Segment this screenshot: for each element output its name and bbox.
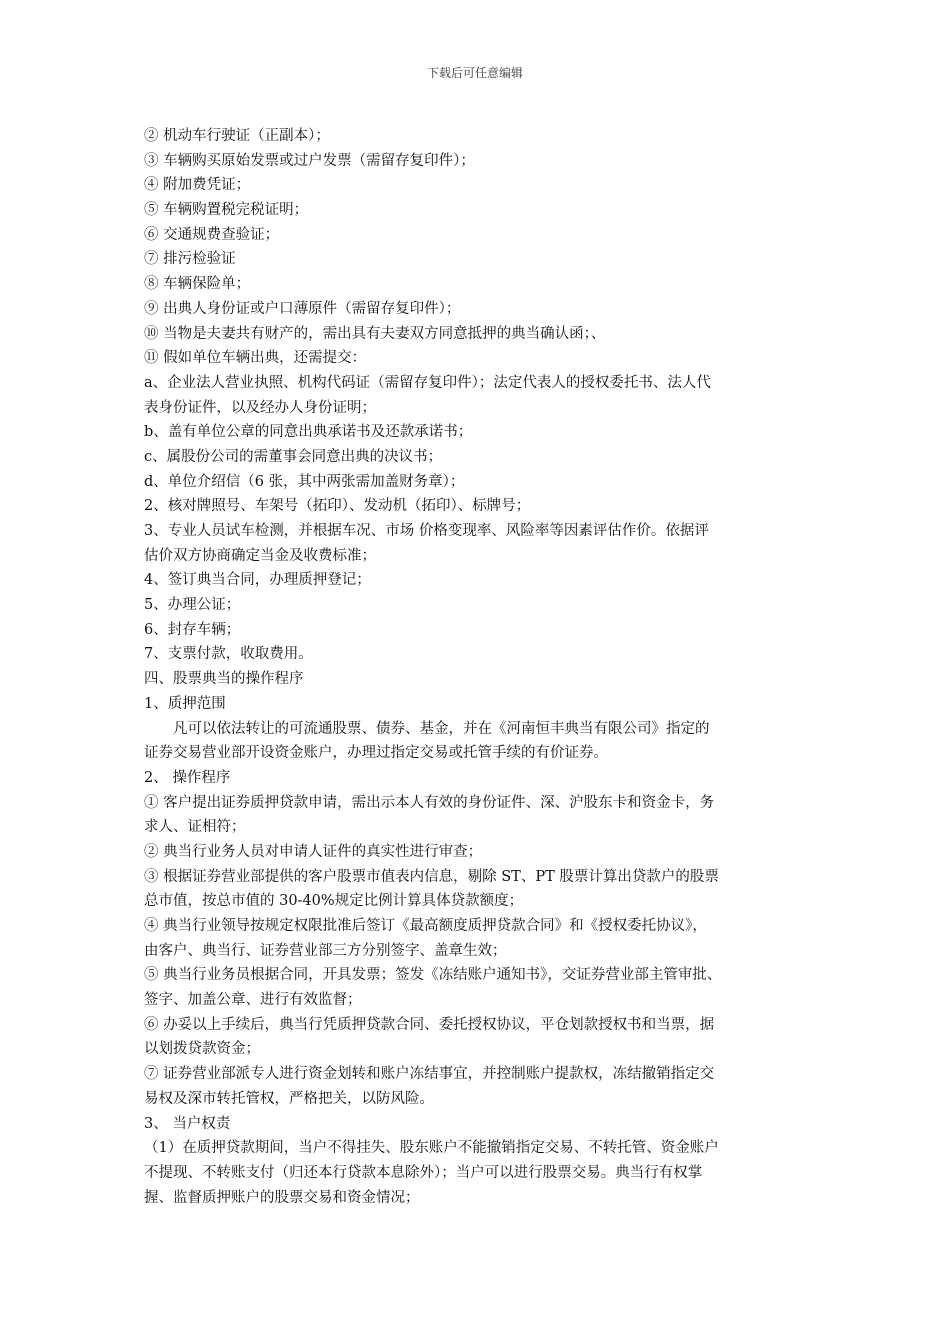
text-line: 签字、加盖公章、进行有效监督； [144,992,362,1009]
text-line: 总市值，按总市值的 30-40%规定比例计算具体贷款额度； [144,893,524,910]
text-line: 4、签订典当合同，办理质押登记； [144,572,371,589]
text-line: 7、支票付款，收取费用。 [144,646,313,663]
text-line: ⑧ 车辆保险单； [144,276,251,293]
text-line: ④ 典当行业领导按规定权限批准后签订《最高额度质押贷款合同》和《授权委托协议》， [144,918,707,934]
document-body [144,124,812,1210]
text-line: ⑨ 出典人身份证或户口薄原件（需留存复印件）； [144,300,461,317]
page-header: 下载后可任意编辑 [426,66,523,80]
section-heading: 四、股票典当的操作程序 [144,671,304,688]
text-line: ④ 附加费凭证； [144,177,251,194]
text-line: 以划拨贷款资金； [144,1041,260,1058]
text-line: ⑦ 排污检验证 [144,251,236,268]
text-line: 6、封存车辆； [144,621,241,638]
text-line: 3、专业人员试车检测，并根据车况、市场 价格变现率、风险率等因素评估作价。依据评 [144,523,709,539]
subsection-heading: 2、 操作程序 [144,769,231,786]
text-line: ⑦ 证券营业部派专人进行资金划转和账户冻结事宜，并控制账户提款权，冻结撤销指定交 [144,1066,715,1083]
text-line: 凡可以依法转让的可流通股票、债券、基金，并在《河南恒丰典当有限公司》指定的 [173,720,710,737]
text-line: ② 机动车行驶证（正副本）； [144,128,330,144]
text-line: ③ 车辆购买原始发票或过户发票（需留存复印件）； [144,152,475,169]
text-line: （1）在质押贷款期间，当户不得挂失、股东账户不能撤销指定交易、不转托管、资金账户 [144,1140,719,1157]
text-line: 估价双方协商确定当金及收费标准； [144,547,376,564]
text-line: ⑤ 车辆购置税完税证明； [144,202,309,219]
text-line: ⑩ 当物是夫妻共有财产的，需出具有夫妻双方同意抵押的典当确认函；、 [144,325,606,342]
text-line: a、企业法人营业执照、机构代码证（需留存复印件）；法定代表人的授权委托书、法人代 [144,374,711,391]
text-line: 证券交易营业部开设资金账户，办理过指定交易或托管手续的有价证券。 [144,745,608,762]
text-line: ① 客户提出证券质押贷款申请，需出示本人有效的身份证件、深、沪股东卡和资金卡，务 [144,794,715,811]
text-line: c、属股份公司的需董事会同意出典的决议书； [144,448,443,465]
subsection-heading: 1、质押范围 [144,695,226,712]
text-line: 2、核对牌照号、车架号（拓印）、发动机（拓印）、标牌号； [144,498,531,515]
text-line: 不提现、不转账支付（归还本行贷款本息除外）；当户可以进行股票交易。典当行有权掌 [144,1164,703,1181]
text-line: 表身份证件，以及经办人身份证明； [144,399,376,416]
text-line: ⑪ 假如单位车辆出典，还需提交： [144,350,367,367]
text-line: 5、办理公证； [144,597,241,614]
text-line: ② 典当行业务人员对申请人证件的真实性进行审查； [144,843,483,860]
text-line: ③ 根据证券营业部提供的客户股票市值表内信息，剔除 ST、PT 股票计算出贷款户的股票 [144,868,719,885]
text-line: ⑥ 交通规费查验证； [144,226,280,243]
text-line: 求人、证相符； [144,819,246,836]
text-line: b、盖有单位公章的同意出典承诺书及还款承诺书； [144,424,473,441]
text-line: d、单位介绍信（6 张，其中两张需加盖财务章）； [144,473,465,490]
text-line: 易权及深市转托管权，严格把关，以防风险。 [144,1090,434,1107]
text-line: 由客户、典当行、证券营业部三方分别签字、盖章生效； [144,942,507,959]
text-line: 握、监督质押账户的股票交易和资金情况； [144,1189,420,1206]
subsection-heading: 3、 当户权责 [144,1115,231,1132]
text-line: ⑥ 办妥以上手续后，典当行凭质押贷款合同、委托授权协议，平仓划款授权书和当票，据 [144,1016,715,1033]
text-line: ⑤ 典当行业务员根据合同，开具发票；签发《冻结账户通知书》，交证券营业部主管审批、 [144,967,722,984]
